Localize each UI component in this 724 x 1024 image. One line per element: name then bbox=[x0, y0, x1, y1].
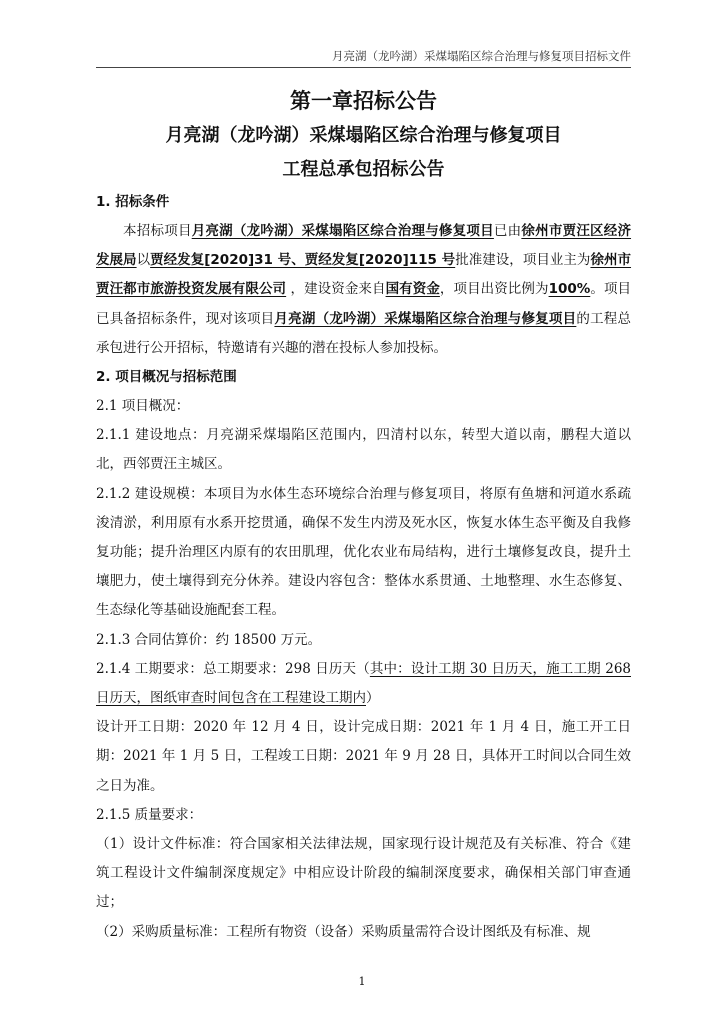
contract-price-paragraph: 2.1.3 合同估算价：约 18500 万元。 bbox=[96, 631, 322, 648]
fund-source: 国有资金 bbox=[385, 281, 440, 298]
page-number: 1 bbox=[358, 975, 366, 988]
overview-heading: 2.1 项目概况： bbox=[96, 398, 190, 415]
project-owner: 徐州市贾汪都市旅游投资发展有限公司 bbox=[96, 252, 632, 298]
section-heading-bidding-conditions: 1. 招标条件 bbox=[96, 194, 170, 210]
section-heading-project-overview: 2. 项目概况与招标范围 bbox=[96, 369, 237, 386]
chapter-title: 第一章招标公告 bbox=[290, 89, 437, 113]
project-name: 月亮湖（龙吟湖）采煤塌陷区综合治理与修复项目 bbox=[191, 223, 494, 239]
notice-title: 工程总承包招标公告 bbox=[282, 159, 445, 180]
funding-ratio: 100% bbox=[548, 281, 591, 298]
schedule-detail: 其中：设计工期 30 日历天，施工工期 268 日历天，图纸审查时间包含在工程建设工期内 bbox=[96, 660, 631, 707]
document-body bbox=[96, 88, 631, 947]
construction-site-paragraph: 2.1.1 建设地点：月亮湖采煤塌陷区范围内，四清村以东，转型大道以南，鹏程大道以北，西邻贾汪主城区。 bbox=[96, 427, 631, 473]
project-name-repeat: 月亮湖（龙吟湖）采煤塌陷区综合治理与修复项目 bbox=[274, 310, 577, 327]
schedule-paragraph: 2.1.4 工期要求：总工期要求：298 日历天（其中：设计工期 30 日历天，施工工期 268 日历天，图纸审查时间包含在工程建设工期内） bbox=[96, 660, 631, 707]
project-title: 月亮湖（龙吟湖）采煤塌陷区综合治理与修复项目 bbox=[165, 125, 562, 146]
construction-scale-paragraph: 2.1.2 建设规模：本项目为水体生态环境综合治理与修复项目，将原有鱼塘和河道水系疏浚清淤，利用原有水系开挖贯通，确保不发生内涝及死水区，恢复水体生态平衡及自我修复功能；提升治理区内原有的农田肌理，优化农业布局结构，进行土壤修复改良，提升土壤肥力，使土壤得到充分休养。建设内容包含：整体水系贯通、土地整理、水生态修复、生态绿化等基础设施配套工程。 bbox=[96, 485, 631, 619]
design-standard-paragraph: （1）设计文件标准：符合国家相关法律法规，国家现行设计规范及有关标准、符合《建筑工程设计文件编制深度规定》中相应设计阶段的编制深度要求，确保相关部门审查通过； bbox=[96, 836, 631, 911]
dates-paragraph: 设计开工日期：2020 年 12 月 4 日，设计完成日期：2021 年 1 月 4 日，施工开工日期：2021 年 1 月 5 日，工程竣工日期：2021 年 9 月 28 日，具体开工时间以合同生效之日为准。 bbox=[96, 719, 631, 794]
approval-number: 贾经发复[2020]31 号、贾经发复[2020]115 号 bbox=[150, 252, 456, 269]
quality-heading: 2.1.5 质量要求： bbox=[96, 806, 203, 823]
procurement-standard-paragraph: （2）采购质量标准：工程所有物资（设备）采购质量需符合设计图纸及有标准、规 bbox=[96, 923, 591, 940]
approving-authority: 徐州市贾汪区经济发展局 bbox=[96, 223, 632, 269]
running-header: 月亮湖（龙吟湖）采煤塌陷区综合治理与修复项目招标文件 bbox=[96, 48, 631, 68]
bidding-conditions-paragraph: 本招标项目月亮湖（龙吟湖）采煤塌陷区综合治理与修复项目已由徐州市贾汪区经济发展局以贾经发复[2020]31 号、贾经发复[2020]115 号批准建设，项目业主为徐州市贾汪都市旅游投资发展有限公司 ，建设资金来自国有资金，项目出资比例为100%。项目已具备招标条件，现对该项目月亮湖（龙吟湖）采煤塌陷区综合治理与修复项目的工程总承包进行公开招标，特邀请有兴趣的潜在投标人参加投标。 bbox=[96, 223, 632, 356]
